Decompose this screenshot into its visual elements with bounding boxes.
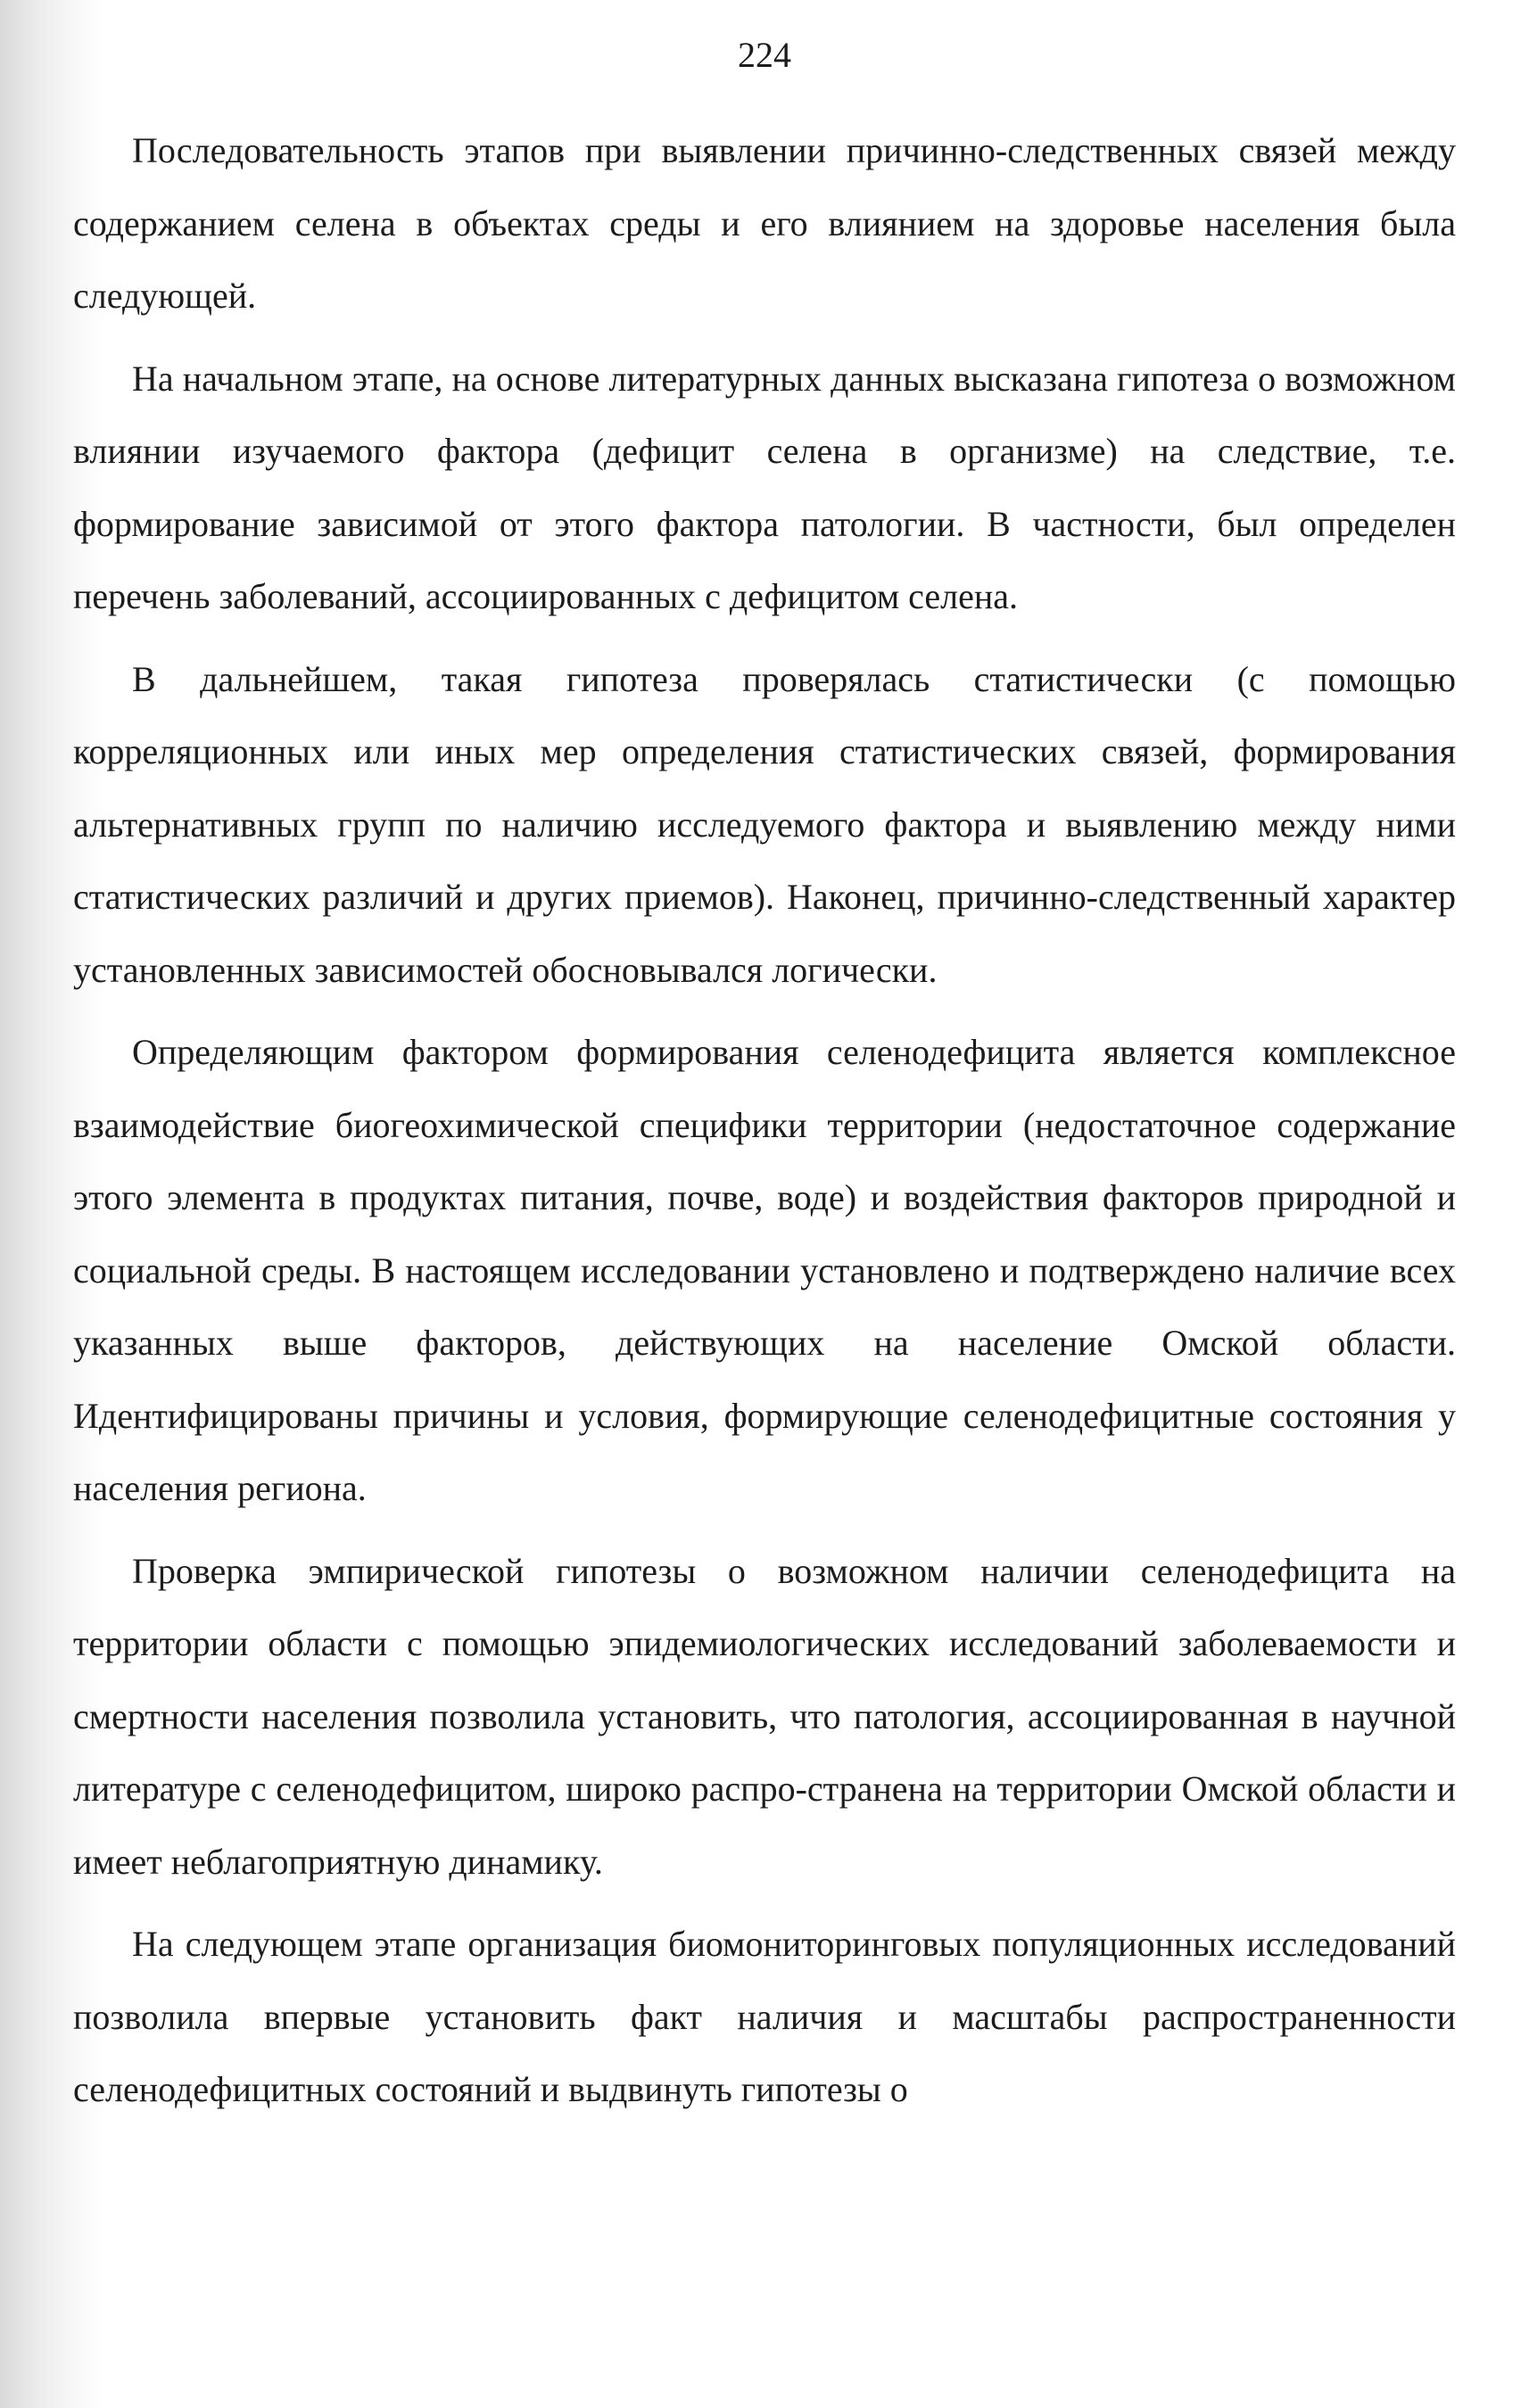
paragraph-4: [73, 1016, 1456, 1525]
paragraph-text: На начальном этапе, на основе литературных данных высказана гипотеза о возможном влиянии изучаемого фактора (дефицит селена в организме) на следствие, т.е. формирование зависимой от этого фактора патологии. В частности, был определен перечень заболеваний, ассоциированных с дефицитом селена.: [73, 358, 1456, 616]
paragraph-text: На следующем этапе организация биомониторинговых популяционных исследований позволила впервые установить факт наличия и масштабы распространенности селенодефицитных состояний и выдвинуть гипотезы о: [73, 1924, 1456, 2109]
paragraph-text: Проверка эмпирической гипотезы о возможном наличии селенодефицита на территории области с помощью эпидемиологических исследований заболеваемости и смертности населения позволила установить, что патология, ассоциированная в научной литературе с селенодефицитом, широко распро-странена на территории Омской области и имеет неблагоприятную динамику.: [73, 1550, 1456, 1882]
body-text: [73, 114, 1456, 2136]
paragraph-5: [73, 1535, 1456, 1899]
paragraph-text: Последовательность этапов при выявлении причинно-следственных связей между содержанием селена в объектах среды и его влиянием на здоровье населения была следующей.: [73, 130, 1456, 316]
paragraph-3: [73, 643, 1456, 1007]
paragraph-text: В дальнейшем, такая гипотеза проверялась статистически (с помощью корреляционных или иных мер определения статистических связей, формирования альтернативных групп по наличию исследуемого фактора и выявлению между ними статистических различий и других приемов). Наконец, причинно-следственный характер установленных зависимостей обосновывался логически.: [73, 658, 1456, 990]
paragraph-2: [73, 342, 1456, 633]
paragraph-text: Определяющим фактором формирования селенодефицита является комплексное взаимодействие биогеохимической специфики территории (недостаточное содержание этого элемента в продуктах питания, почве, воде) и воздействия факторов природной и социальной среды. В настоящем исследовании установлено и подтверждено наличие всех указанных выше факторов, действующих на население Омской области. Идентифицированы причины и условия, формирующие селенодефицитные состояния у населения региона.: [73, 1032, 1456, 1508]
page-number: 224: [738, 35, 791, 75]
paragraph-6: [73, 1908, 1456, 2126]
paragraph-1: [73, 114, 1456, 333]
